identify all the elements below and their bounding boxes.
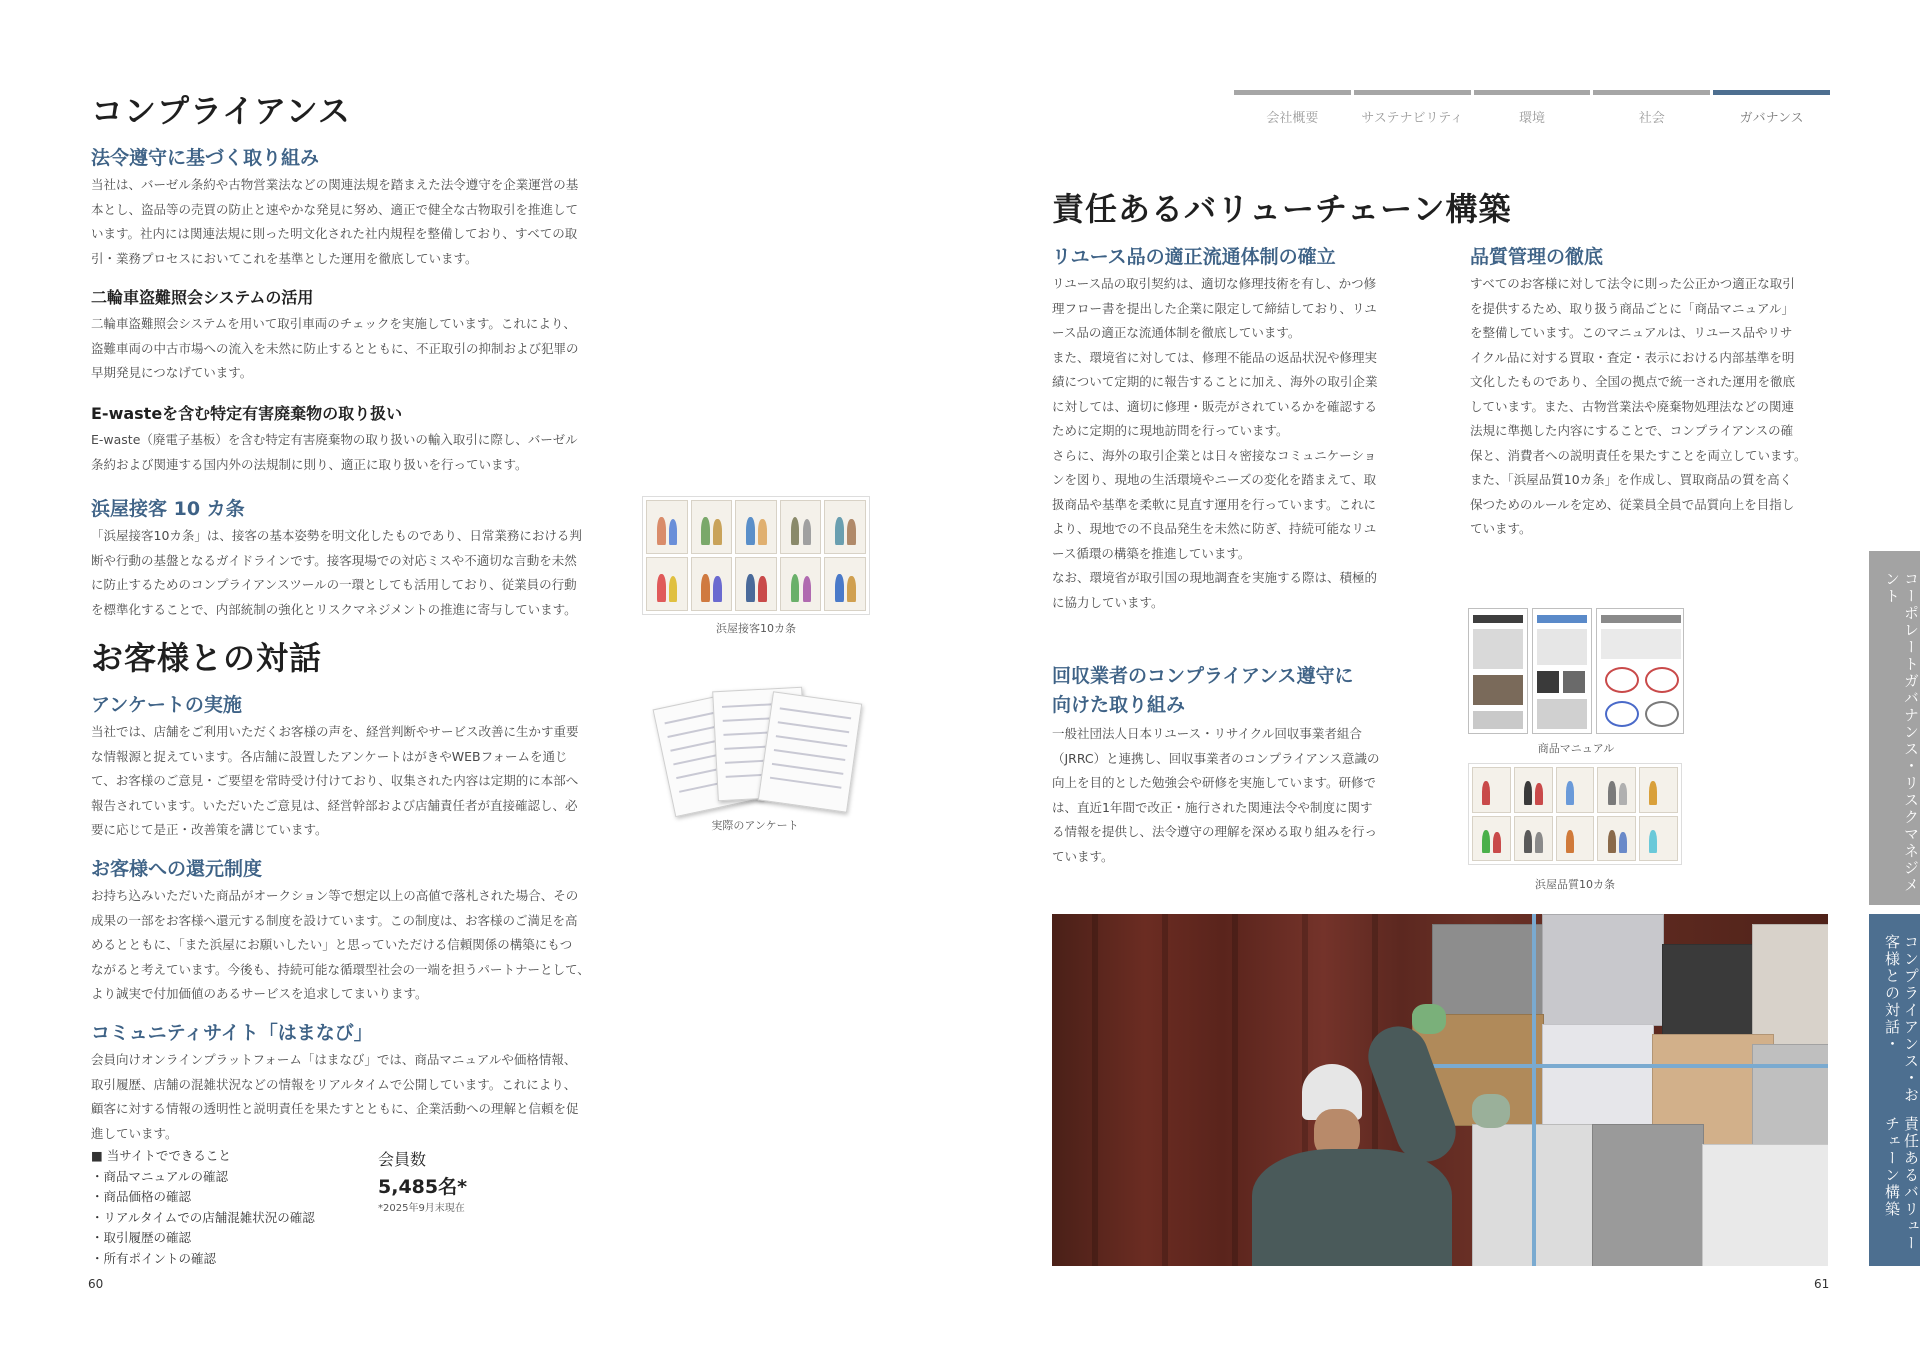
heading-bike-system: 二輪車盗難照会システムの活用	[91, 288, 314, 307]
illustration-cell	[1556, 767, 1595, 813]
caption-product-manual: 商品マニュアル	[1537, 742, 1615, 755]
text-line: 二輪車盗難照会システムを用いて取引車両のチェックを実施しています。これにより、	[91, 316, 576, 331]
heading-line: 向けた取り組み	[1052, 694, 1186, 716]
survey-sheet	[758, 691, 862, 812]
text-line: な情報源と捉えています。各店舗に設置したアンケートはがきやWEBフォームを通じ	[91, 748, 568, 764]
hamaya-10-body	[91, 524, 627, 622]
illustration-cell	[1639, 816, 1678, 862]
text-line: E-waste（廃電子基板）を含む特定有害廃棄物の取り扱いの輸入取引に際し、バーゼル	[91, 432, 578, 447]
illustration-cell	[1597, 816, 1636, 862]
side-tab-label-line1: コンプライアンス・お客様との対話・	[1883, 934, 1920, 1104]
heading-reuse-distribution: リユース品の適正流通体制の確立	[1052, 246, 1336, 268]
text-line: に防止するためのコンプライアンスツールの一環としても活用しており、従業員の行動	[91, 577, 577, 592]
tab-company[interactable]: 会社概要	[1234, 90, 1351, 124]
text-line: より誠実で付加価値のあるサービスを追求してまいります。	[91, 986, 428, 1001]
heading-line: 回収業者のコンプライアンス遵守に	[1052, 665, 1354, 687]
text-line: リユース品の取引契約は、適切な修理技術を有し、かつ修	[1052, 276, 1377, 291]
bike-body	[91, 312, 627, 386]
side-tab-compliance[interactable]	[1869, 914, 1920, 1266]
illustration-cell	[780, 500, 822, 554]
illustration-cell	[1597, 767, 1636, 813]
illustration-cell	[691, 557, 733, 611]
text-line: は、直近1年間で改正・施行された関連法令や制度に関す	[1052, 799, 1373, 815]
tab-governance[interactable]: ガバナンス	[1713, 90, 1830, 124]
text-line: しています。また、古物営業法や廃棄物処理法などの関連	[1470, 398, 1795, 414]
illustration-cell	[780, 557, 822, 611]
text-line: を整備しています。このマニュアルは、リユース品やリサ	[1470, 325, 1793, 340]
heading-return-system: お客様への還元制度	[91, 858, 263, 880]
text-line: 当社では、店舗をご利用いただくお客様の声を、経営判断やサービス改善に生かす重要	[91, 724, 579, 739]
text-line: 向上を目的とした勉強会や研修を実施しています。研修で	[1052, 775, 1377, 790]
text-line: ース品の適正な流通体制を徹底しています。	[1052, 325, 1301, 340]
tab-society[interactable]: 社会	[1593, 90, 1710, 124]
text-line: 「浜屋接客10カ条」は、接客の基本姿勢を明文化したものであり、日常業務における判	[91, 528, 582, 543]
text-line: ています。	[1052, 848, 1114, 864]
text-line: 当社は、バーゼル条約や古物営業法などの関連法規を踏まえた法令遵守を企業運営の基	[91, 177, 579, 192]
page-title-value-chain: 責任あるバリューチェーン構築	[1052, 190, 1512, 228]
heading-survey: アンケートの実施	[91, 694, 242, 716]
section-title-dialogue: お客様との対話	[91, 639, 323, 677]
side-tab-label-line2: 責任あるバリューチェーン構築	[1883, 1116, 1920, 1253]
return-body	[91, 884, 627, 1007]
text-line: に対しては、適切に修理・販売がされているかを確認する	[1052, 398, 1378, 414]
side-tab-label: コーポレートガバナンス・リスクマネジメント	[1883, 571, 1920, 894]
page-title-compliance: コンプライアンス	[91, 92, 351, 130]
heading-ewaste: E-wasteを含む特定有害廃棄物の取り扱い	[91, 404, 403, 423]
text-line: イクル品に対する買取・査定・表示における内部基準を明	[1470, 349, 1795, 365]
hamaya-10-illustration	[642, 496, 870, 615]
members-note: *2025年9月末現在	[378, 1203, 465, 1214]
worker-loading-photo	[1052, 914, 1828, 1266]
caption-survey: 実際のアンケート	[711, 819, 799, 832]
text-line: ために定期的に現地訪問を行っています。	[1052, 423, 1289, 438]
tab-sustainability[interactable]: サステナビリティ	[1354, 90, 1471, 124]
quality-body	[1470, 272, 1830, 542]
members-label: 会員数	[378, 1150, 427, 1169]
illustration-cell	[1639, 767, 1678, 813]
manual-page	[1532, 608, 1592, 734]
illustration-cell	[646, 500, 688, 554]
collector-body	[1052, 722, 1412, 869]
list-item: ・商品マニュアルの確認	[91, 1168, 229, 1184]
heading-quality-control: 品質管理の徹底	[1470, 246, 1604, 268]
survey-body	[91, 720, 627, 843]
page-number-right: 61	[1814, 1277, 1830, 1291]
illustration-cell	[691, 500, 733, 554]
list-title: ■ 当サイトでできること	[91, 1148, 231, 1163]
text-line: すべてのお客様に対して法令に則った公正かつ適正な取引	[1470, 276, 1795, 291]
text-line: 要に応じて是正・改善策を講じています。	[91, 822, 328, 837]
text-line: 扱商品や基準を柔軟に見直す運用を行っています。これに	[1052, 496, 1377, 512]
text-line: （JRRC）と連携し、回収事業者のコンプライアンス意識の	[1052, 750, 1380, 766]
text-line: より、現地での不良品発生を未然に防ぎ、持続可能なリユ	[1052, 521, 1377, 536]
text-line: を提供するため、取り扱う商品ごとに「商品マニュアル」	[1470, 300, 1795, 316]
text-line: ース循環の構築を推進しています。	[1052, 545, 1251, 561]
illustration-cell	[1514, 767, 1553, 813]
text-line: て、お客様のご意見・ご要望を常時受け付けており、収集された内容は定期的に本部へ	[91, 773, 579, 788]
text-line: を標準化することで、内部統制の強化とリスクマネジメントの推進に寄与しています。	[91, 601, 577, 617]
heading-hamaya-10: 浜屋接客 10 カ条	[91, 498, 245, 520]
illustration-cell	[1472, 816, 1511, 862]
text-line: ています。	[1470, 521, 1532, 536]
community-body	[91, 1048, 627, 1146]
text-line: に協力しています。	[1052, 594, 1164, 610]
law-body	[91, 173, 627, 271]
text-line: 顧客に対する情報の透明性と説明責任を果たすとともに、企業活動への理解と信頼を促	[91, 1101, 579, 1116]
text-line: る情報を提供し、法令遵守の理解を深める取り組みを行っ	[1052, 824, 1378, 839]
product-manual-image	[1468, 608, 1684, 734]
text-line: 理フロー書を提出した企業に限定して締結しており、リユ	[1052, 300, 1377, 316]
illustration-cell	[824, 557, 866, 611]
ewaste-body	[91, 428, 627, 477]
caption-hamaya-10: 浜屋接客10カ条	[716, 622, 796, 635]
page-number-left: 60	[88, 1277, 104, 1291]
site-features-list	[91, 1146, 391, 1269]
illustration-cell	[1556, 816, 1595, 862]
illustration-cell	[735, 500, 777, 554]
tab-environment[interactable]: 環境	[1474, 90, 1591, 124]
list-item: ・取引履歴の確認	[91, 1230, 192, 1245]
text-line: 保と、消費者への説明責任を果たすことを両立しています。	[1470, 447, 1807, 463]
text-line: なお、環境省が取引国の現地調査を実施する際は、積極的	[1052, 570, 1378, 585]
text-line: 断や行動の基盤となるガイドラインです。接客現場での対応ミスや不適切な言動を未然	[91, 552, 577, 568]
heading-law-compliance: 法令遵守に基づく取り組み	[91, 147, 320, 169]
illustration-cell	[1514, 816, 1553, 862]
text-line: また、「浜屋品質10カ条」を作成し、買取商品の質を高く	[1470, 472, 1793, 487]
members-value: 5,485名*	[378, 1176, 468, 1198]
text-line: 報告されています。いただいたご意見は、経営幹部および店舗責任者が直接確認し、必	[91, 797, 578, 813]
text-line: います。社内には関連法規に則った明文化された社内規程を整備しており、すべての取	[91, 226, 578, 241]
heading-collector-compliance	[1052, 662, 1354, 720]
text-line: 本とし、盗品等の売買の防止と速やかな発見に努め、適正で健全な古物取引を推進して	[91, 201, 579, 217]
text-line: お持ち込みいただいた商品がオークション等で想定以上の高値で落札された場合、その	[91, 888, 579, 903]
text-line: 文化したものであり、全国の拠点で統一された運用を徹底	[1470, 374, 1796, 389]
illustration-cell	[735, 557, 777, 611]
illustration-cell	[1472, 767, 1511, 813]
text-line: めるとともに、「また浜屋にお願いしたい」と思っていただける信頼関係の構築にもつ	[91, 937, 573, 952]
survey-sheets-image	[655, 685, 855, 815]
caption-hamaya-quality-10: 浜屋品質10カ条	[1535, 878, 1615, 891]
text-line: 法規に準拠した内容にすることで、コンプライアンスの確	[1470, 423, 1794, 438]
section-nav	[1234, 90, 1830, 124]
list-item: ・商品価格の確認	[91, 1189, 192, 1204]
text-line: 成果の一部をお客様へ還元する制度を設けています。この制度は、お客様のご満足を高	[91, 912, 578, 928]
manual-page	[1468, 608, 1528, 734]
text-line: ながると考えています。今後も、持続可能な循環型社会の一端を担うパートナーとして、	[91, 961, 590, 977]
text-line: 績について定期的に報告することに加え、海外の取引企業	[1052, 374, 1378, 389]
text-line: また、環境省に対しては、修理不能品の返品状況や修理実	[1052, 349, 1378, 365]
illustration-cell	[824, 500, 866, 554]
reuse-body	[1052, 272, 1412, 615]
side-tab-governance[interactable]	[1869, 551, 1920, 905]
heading-community-site: コミュニティサイト「はまなび」	[91, 1022, 373, 1044]
text-line: 進しています。	[91, 1125, 178, 1141]
text-line: ンを図り、現地の生活環境やニーズの変化を踏まえて、取	[1052, 472, 1377, 487]
list-item: ・リアルタイムでの店舗混雑状況の確認	[91, 1209, 315, 1225]
list-item: ・所有ポイントの確認	[91, 1250, 217, 1266]
text-line: 一般社団法人日本リユース・リサイクル回収事業者組合	[1052, 726, 1362, 741]
text-line: 条約および関連する国内外の法規制に則り、適正に取り扱いを行っています。	[91, 456, 528, 472]
hamaya-quality-10-image	[1468, 763, 1682, 865]
text-line: さらに、海外の取引企業とは日々密接なコミュニケーショ	[1052, 447, 1377, 463]
illustration-cell	[646, 557, 688, 611]
text-line: 会員向けオンラインプラットフォーム「はまなび」では、商品マニュアルや価格情報、	[91, 1052, 577, 1067]
manual-page	[1596, 608, 1684, 734]
text-line: 取引履歴、店舗の混雑状況などの情報をリアルタイムで公開しています。これにより、	[91, 1076, 577, 1092]
text-line: 早期発見につなげています。	[91, 365, 253, 380]
text-line: 保つためのルールを定め、従業員全員で品質向上を目指し	[1470, 496, 1795, 512]
text-line: 引・業務プロセスにおいてこれを基準とした運用を徹底しています。	[91, 250, 478, 266]
text-line: 盗難車両の中古市場への流入を未然に防止するとともに、不正取引の抑制および犯罪の	[91, 340, 579, 356]
